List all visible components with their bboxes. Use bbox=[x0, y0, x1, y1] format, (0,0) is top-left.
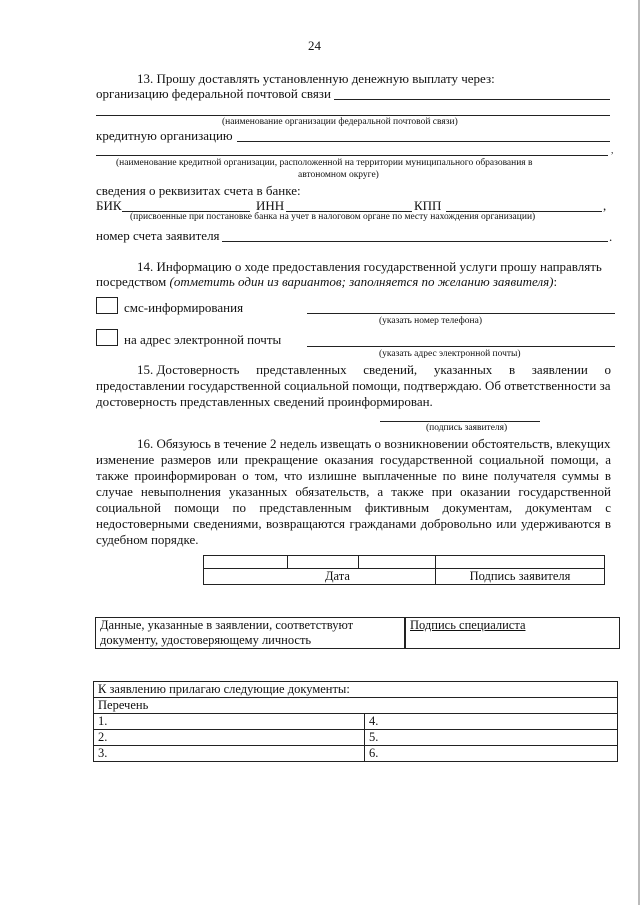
section14-line1: 14. Информацию о ходе предоставления государственной услуги прошу направлять bbox=[137, 259, 602, 274]
postal-label: организацию федеральной почтовой связи bbox=[96, 86, 331, 101]
inn-label: ИНН bbox=[256, 198, 285, 213]
email-checkbox[interactable] bbox=[96, 329, 118, 346]
credit-label: кредитную организацию bbox=[96, 128, 233, 143]
specialist-sign-label: Подпись специалиста bbox=[410, 618, 526, 632]
applicant-signature-line[interactable] bbox=[380, 421, 540, 422]
postal-field-line2[interactable] bbox=[96, 115, 610, 116]
sms-caption: (указать номер телефона) bbox=[379, 316, 483, 326]
phone-field[interactable] bbox=[307, 313, 615, 314]
kpp-label: КПП bbox=[414, 198, 442, 213]
credit-caption-1: (наименование кредитной организации, расположенной на территории муниципального образования в bbox=[116, 158, 533, 168]
applicant-sign-label: Подпись заявителя bbox=[436, 569, 605, 585]
s15-word: в bbox=[508, 362, 516, 377]
section16-line: 16. Обязуюсь в течение 2 недель извещать о возникновении обстоятельств, влекущих bbox=[137, 436, 611, 451]
bank-caption: (присвоенные при постановке банка на учет в налоговом органе по месту нахождения организации) bbox=[130, 212, 536, 222]
verification-line2: документу, удостоверяющему личность bbox=[100, 633, 312, 647]
page-number: 24 bbox=[308, 38, 321, 53]
section16-line: изменение размеров или прекращение оказания государственной социальной помощи, а bbox=[96, 452, 611, 467]
kpp-comma: , bbox=[603, 198, 607, 213]
postal-caption: (наименование организации федеральной почтовой связи) bbox=[222, 117, 458, 127]
s15-word: сведений, bbox=[363, 362, 418, 377]
credit-field[interactable] bbox=[237, 141, 610, 142]
specialist-sign-cell[interactable] bbox=[405, 618, 620, 649]
documents-table bbox=[93, 681, 618, 762]
credit-comma: , bbox=[611, 146, 614, 156]
account-field[interactable] bbox=[222, 241, 608, 242]
documents-list-label: Перечень bbox=[94, 698, 618, 714]
account-intro: сведения о реквизитах счета в банке: bbox=[96, 183, 301, 198]
section14-line2-plain: посредством bbox=[96, 274, 170, 289]
sign-caption: (подпись заявителя) bbox=[426, 423, 508, 433]
documents-header: К заявлению прилагаю следующие документы: bbox=[94, 682, 618, 698]
section13-heading: 13. Прошу доставлять установленную денежную выплату через: bbox=[137, 71, 495, 86]
email-label: на адрес электронной почты bbox=[124, 332, 282, 347]
credit-field-line2[interactable] bbox=[96, 155, 608, 156]
section16-line: случае невыполнения указанных обязательств, а также при оказании государственной bbox=[96, 484, 611, 499]
section15-line3: достоверность представленных сведений проинформирован. bbox=[96, 394, 433, 409]
date-cell-year[interactable] bbox=[359, 556, 436, 569]
email-field[interactable] bbox=[307, 346, 615, 347]
section15-line1 bbox=[137, 362, 611, 378]
signature-cell[interactable] bbox=[436, 556, 605, 569]
bik-label: БИК bbox=[96, 198, 122, 213]
date-signature-table bbox=[203, 555, 605, 585]
verification-line1: Данные, указанные в заявлении, соответствуют bbox=[100, 618, 354, 632]
s15-word: представленных bbox=[256, 362, 347, 377]
date-label: Дата bbox=[204, 569, 436, 585]
email-caption: (указать адрес электронной почты) bbox=[379, 349, 521, 359]
account-period: . bbox=[609, 229, 613, 244]
document-item[interactable]: 4. bbox=[365, 714, 618, 730]
document-item[interactable]: 2. bbox=[94, 730, 365, 746]
verification-table bbox=[95, 617, 620, 649]
credit-caption-2: автономном округе) bbox=[298, 170, 379, 180]
section14-line2-end: : bbox=[553, 274, 558, 289]
section16-line: социальной помощи по представленным фиктивным документам, документам с bbox=[96, 500, 611, 515]
s15-word: о bbox=[604, 362, 611, 377]
section14-instruction: (отметить один из вариантов; заполняется по желанию заявителя) bbox=[169, 274, 554, 289]
section16-line: недостоверными сведениями, возвращаются гражданами добровольно или удерживаются в bbox=[96, 516, 611, 531]
date-cell-day[interactable] bbox=[204, 556, 288, 569]
section16-line: судебном порядке. bbox=[96, 532, 199, 547]
verification-text bbox=[96, 618, 406, 649]
sms-label: смс-информирования bbox=[124, 300, 244, 315]
account-label: номер счета заявителя bbox=[96, 228, 220, 243]
document-item[interactable]: 5. bbox=[365, 730, 618, 746]
section15-line2: предоставлении государственной социальной помощи, подтверждаю. Об ответственности за bbox=[96, 378, 611, 393]
document-item[interactable]: 1. bbox=[94, 714, 365, 730]
s15-word: заявлении bbox=[531, 362, 588, 377]
document-item[interactable]: 6. bbox=[365, 746, 618, 762]
s15-word: 15. Достоверность bbox=[137, 362, 240, 377]
sms-checkbox[interactable] bbox=[96, 297, 118, 314]
postal-field[interactable] bbox=[334, 99, 610, 100]
section16-line: также проинформирован о том, что излишне выплаченные по вине получателя суммы в bbox=[96, 468, 611, 483]
s15-word: указанных bbox=[433, 362, 493, 377]
document-item[interactable]: 3. bbox=[94, 746, 365, 762]
section14-line2 bbox=[96, 274, 557, 290]
date-cell-month[interactable] bbox=[288, 556, 359, 569]
